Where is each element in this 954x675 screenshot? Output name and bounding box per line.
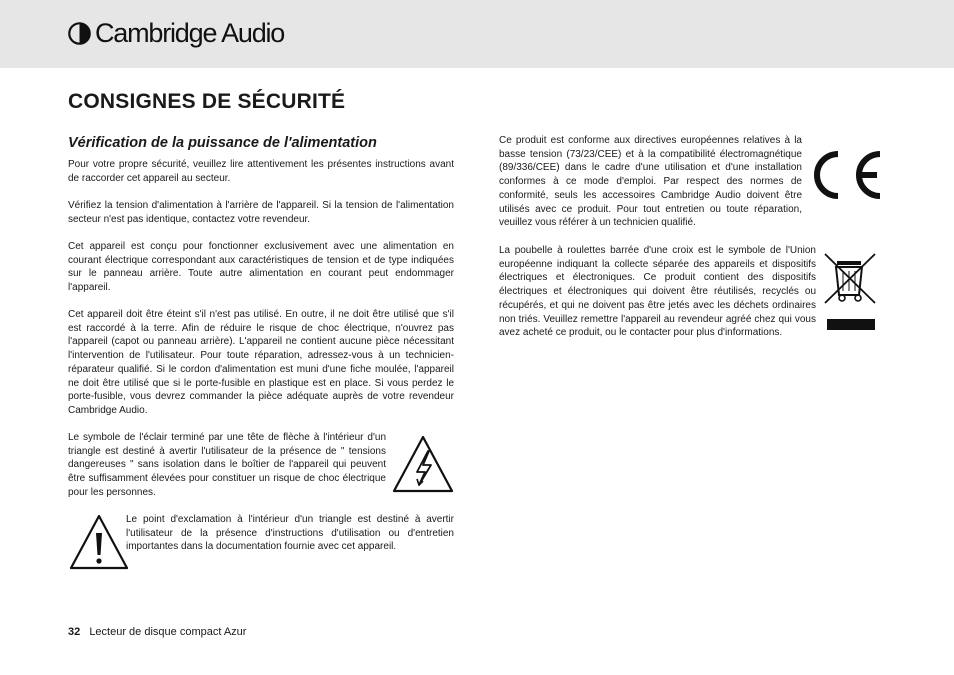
lightning-warning-icon xyxy=(391,434,455,494)
paragraph-weee-disposal: La poubelle à roulettes barrée d'une croix est le symbole de l'Union européenne indiquant la collecte séparée des appareils et dispositifs électriques et électroniques. Ce produit contient des dispositifs électriques et électroniques qui doivent être réutilisés, recyclés ou récupérés, et qui ne doivent pas être jetés avec les déchets ordinaires non triés. Veuillez remettre l'appareil au revendeur agréé chez qui vous avez acheté ce produit, ou le contacter pour plus d'informations. xyxy=(499,245,816,339)
ce-mark-icon xyxy=(808,147,886,203)
paragraph-lightning-symbol: Le symbole de l'éclair terminé par une tête de flèche à l'intérieur d'un triangle est destiné à avertir l'utilisateur de la présence de " tensions dangereuses " sans isolation dans le boîtier de l'appareil qui peuvent être suffisamment élevées pour constituer un risque de choc électrique pour les personnes. xyxy=(68,432,386,498)
page-footer xyxy=(68,626,246,638)
paragraph-ce-conformity: Ce produit est conforme aux directives européennes relatives à la basse tension (73/23/CEE) et à la compatibilité électromagnétique (89/336/CEE) dans le cadre d'une utilisation et d'une installation conformes à ce mode d'emploi. Par respect des normes de conformité, seuls les accessoires Cambridge Audio doivent être utilisés avec ce produit. Pour tout entretien ou toute réparation, veuillez vous référer à un technicien qualifié. xyxy=(499,135,802,229)
paragraph-voltage-check: Vérifiez la tension d'alimentation à l'arrière de l'appareil. Si la tension de l'alimentation secteur n'est pas identique, contactez votre revendeur. xyxy=(68,200,454,225)
paragraph-safety-fuse: Cet appareil doit être éteint s'il n'est pas utilisé. En outre, il ne doit être utilisé que s'il est raccordé à la terre. Afin de réduire le risque de choc électrique, n'ouvrez pas l'appareil (capot ou panneau arrière). L'appareil ne contient aucune pièce nécessitant l'intervention de l'utilisateur. Pour toute réparation, adressez-vous à un technicien-réparateur qualifié. Si le cordon d'alimentation est muni d'une fiche moulée, l'appareil ne doit être utilisé que si le porte-fusible en plastique est en place. Si vous perdez le porte-fusible, vous devrez commander la pièce adéquate auprès de votre revendeur Cambridge Audio. xyxy=(68,309,454,416)
page-title: CONSIGNES DE SÉCURITÉ xyxy=(68,90,346,113)
paragraph-intro: Pour votre propre sécurité, veuillez lire attentivement les présentes instructions avant de raccorder cet appareil au secteur. xyxy=(68,159,454,184)
paragraph-power-supply: Cet appareil est conçu pour fonctionner exclusivement avec une alimentation en courant électrique correspondant aux caractéristiques de tension et de type indiquées sur le panneau arrière. Toute autre alimentation en courant peut endommager l'appareil. xyxy=(68,241,454,294)
cambridge-audio-logo-icon xyxy=(68,22,91,45)
exclamation-warning-icon xyxy=(68,513,130,571)
brand-logo xyxy=(68,20,284,47)
section-subtitle: Vérification de la puissance de l'alimentation xyxy=(68,135,377,151)
weee-bin-icon xyxy=(823,251,879,331)
paragraph-exclamation-symbol: Le point d'exclamation à l'intérieur d'un triangle est destiné à avertir l'utilisateur de la présence d'instructions d'utilisation ou d'entretien importantes dans la documentation fournie avec cet appareil. xyxy=(126,514,454,553)
brand-name: Cambridge Audio xyxy=(95,18,285,48)
page-header xyxy=(0,0,954,68)
page-number: 32 xyxy=(68,626,81,638)
product-name: Lecteur de disque compact Azur xyxy=(89,626,247,638)
